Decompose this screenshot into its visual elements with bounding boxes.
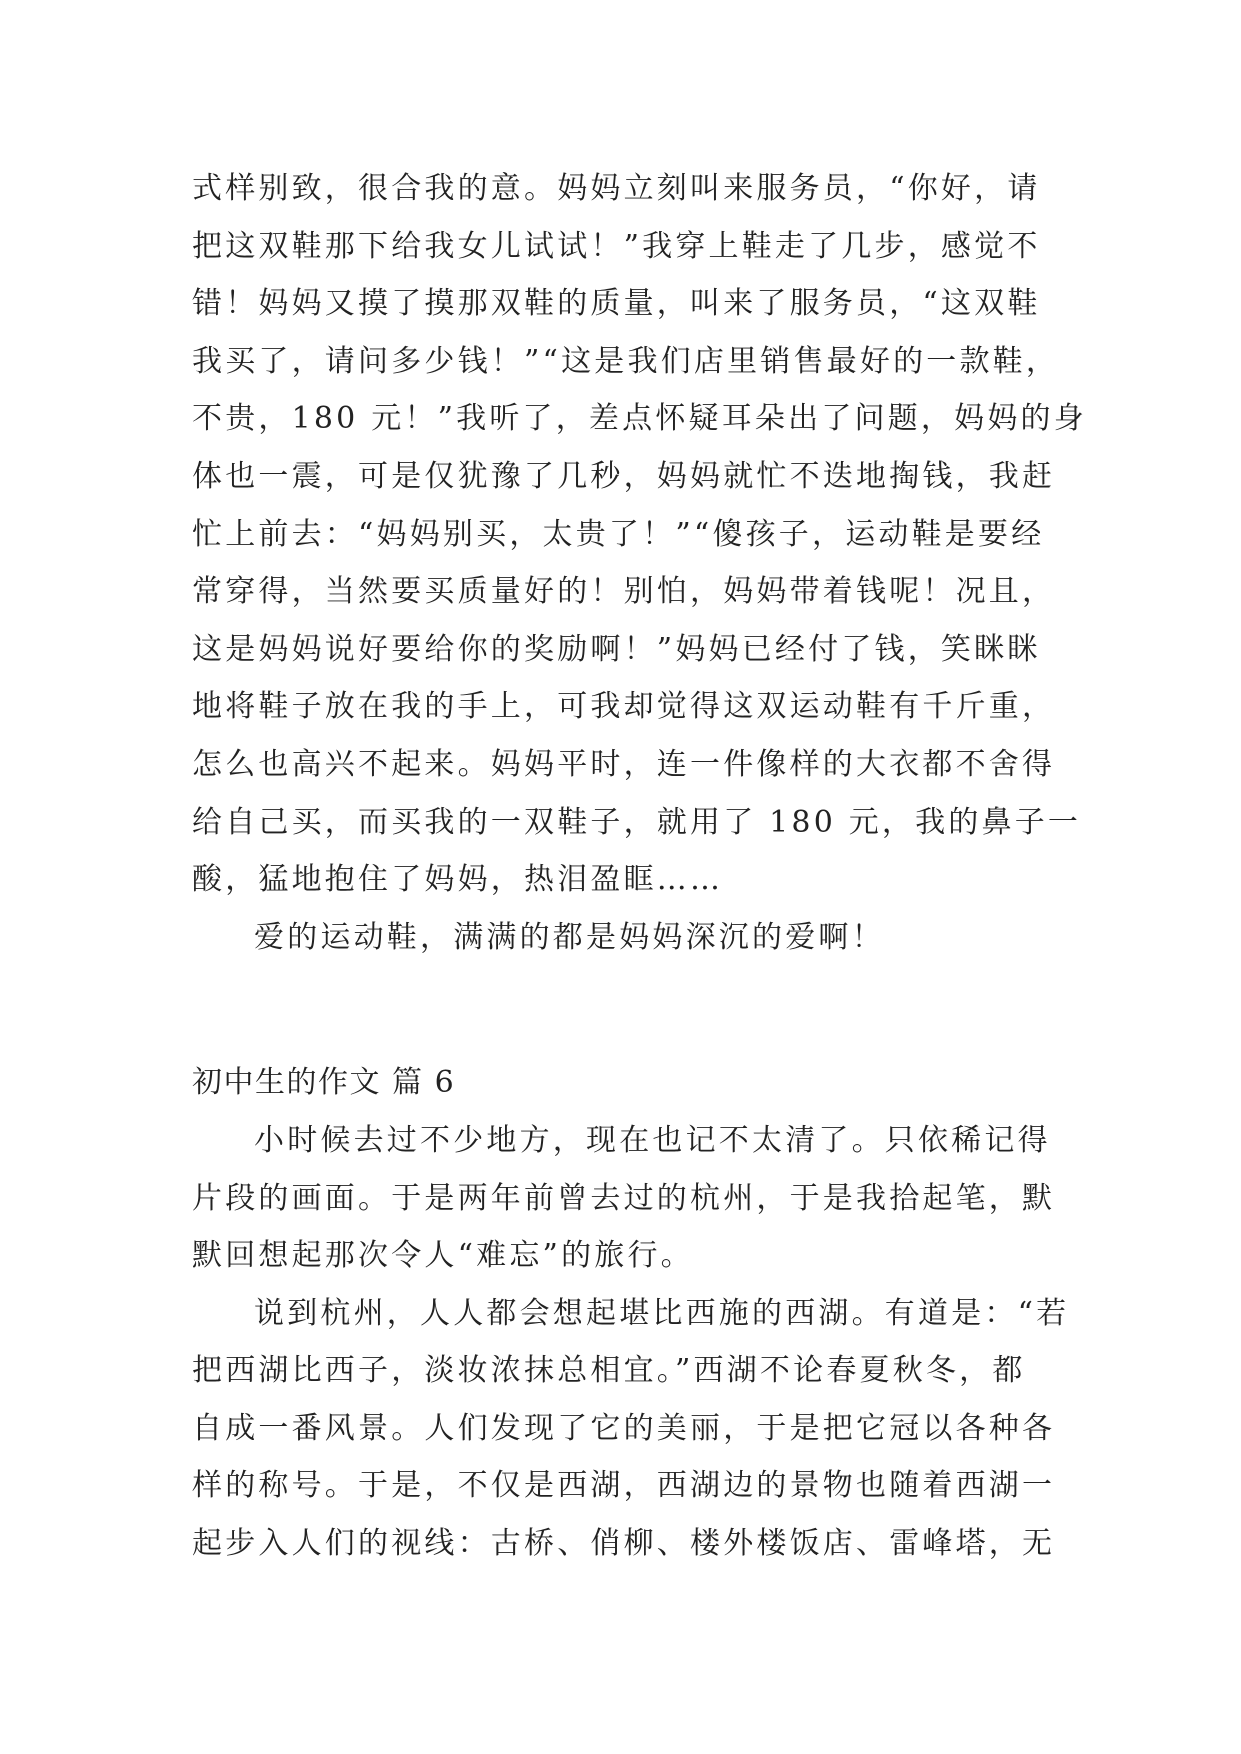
text-line: 起步入人们的视线：古桥、俏柳、楼外楼饭店、雷峰塔，无 xyxy=(192,1526,1056,1562)
text-line: 这是妈妈说好要给你的奖励啊！”妈妈已经付了钱，笑眯眯 xyxy=(192,631,1041,667)
text-line: 常穿得，当然要买质量好的！别怕，妈妈带着钱呢！况且， xyxy=(192,574,1056,610)
text-line: 片段的画面。于是两年前曾去过的杭州，于是我拾起笔，默 xyxy=(192,1180,1056,1216)
paragraph-conclusion xyxy=(192,909,1072,967)
text-line: 不贵，180 元！”我听了，差点怀疑耳朵出了问题，妈妈的身 xyxy=(192,401,1087,437)
text-line: 错！妈妈又摸了摸那双鞋的质量，叫来了服务员，“这双鞋 xyxy=(192,286,1041,322)
text-line: 说到杭州，人人都会想起堪比西施的西湖。有道是：“若 xyxy=(254,1295,1070,1331)
text-line: 忙上前去：“妈妈别买，太贵了！”“傻孩子，运动鞋是要经 xyxy=(192,516,1045,552)
text-line: 给自己买，而买我的一双鞋子，就用了 180 元，我的鼻子一 xyxy=(192,804,1082,840)
text-line: 把这双鞋那下给我女儿试试！”我穿上鞋走了几步，感觉不 xyxy=(192,228,1041,264)
text-line: 小时候去过不少地方，现在也记不太清了。只依稀记得 xyxy=(254,1122,1051,1158)
text-line: 爱的运动鞋，满满的都是妈妈深沉的爱啊！ xyxy=(254,919,885,955)
text-line: 地将鞋子放在我的手上，可我却觉得这双运动鞋有千斤重， xyxy=(192,689,1056,725)
text-line: 默回想起那次令人“难忘”的旅行。 xyxy=(192,1238,694,1274)
document-body xyxy=(192,160,1087,1573)
paragraph-intro xyxy=(192,1112,1072,1285)
text-line: 把西湖比西子，淡妆浓抹总相宜。”西湖不论春夏秋冬，都 xyxy=(192,1353,1026,1389)
paragraph-westlake xyxy=(192,1285,1072,1573)
text-line: 怎么也高兴不起来。妈妈平时，连一件像样的大衣都不舍得 xyxy=(192,746,1056,782)
text-line: 我买了，请问多少钱！”“这是我们店里销售最好的一款鞋， xyxy=(192,343,1060,379)
text-line: 体也一震，可是仅犹豫了几秒，妈妈就忙不迭地掏钱，我赶 xyxy=(192,458,1056,494)
text-line: 酸，猛地抱住了妈妈，热泪盈眶…… xyxy=(192,862,724,898)
text-line: 自成一番风景。人们发现了它的美丽，于是把它冠以各种各 xyxy=(192,1410,1056,1446)
paragraph-continuation xyxy=(192,160,1087,909)
section-gap xyxy=(192,966,1072,1054)
text-line: 样的称号。于是，不仅是西湖，西湖边的景物也随着西湖一 xyxy=(192,1468,1056,1504)
text-line: 式样别致，很合我的意。妈妈立刻叫来服务员，“你好，请 xyxy=(192,171,1041,206)
section-title: 初中生的作文 篇 6 xyxy=(192,1065,456,1101)
